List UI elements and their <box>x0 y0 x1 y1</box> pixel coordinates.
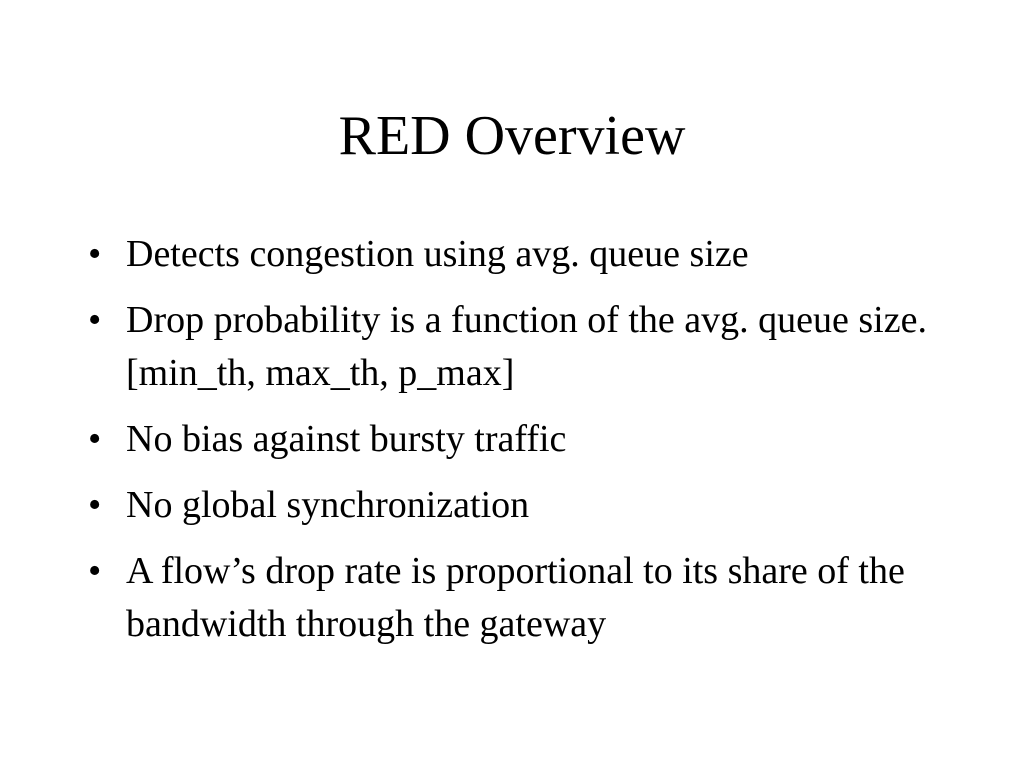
bullet-text: No global synchronization <box>126 484 530 526</box>
bullet-item-3 <box>88 413 968 466</box>
bullet-item-5 <box>88 545 968 651</box>
bullet-dot-icon: • <box>88 299 102 341</box>
bullet-text: Detects congestion using avg. queue size <box>126 233 749 275</box>
bullet-dot-icon: • <box>88 484 102 526</box>
bullet-dot-icon: • <box>88 233 102 275</box>
bullet-list <box>88 228 968 651</box>
bullet-item-1 <box>88 228 968 281</box>
bullet-text: No bias against bursty traffic <box>126 418 567 460</box>
bullet-dot-icon: • <box>88 418 102 460</box>
bullet-text: Drop probability is a function of the avg. queue size. [min_th, max_th, p_max] <box>126 299 927 394</box>
slide-title: RED Overview <box>338 105 686 167</box>
bullet-item-4 <box>88 479 968 532</box>
bullet-dot-icon: • <box>88 550 102 592</box>
bullet-text: A flow’s drop rate is proportional to its share of the bandwidth through the gateway <box>126 550 905 645</box>
bullet-item-2 <box>88 294 968 400</box>
